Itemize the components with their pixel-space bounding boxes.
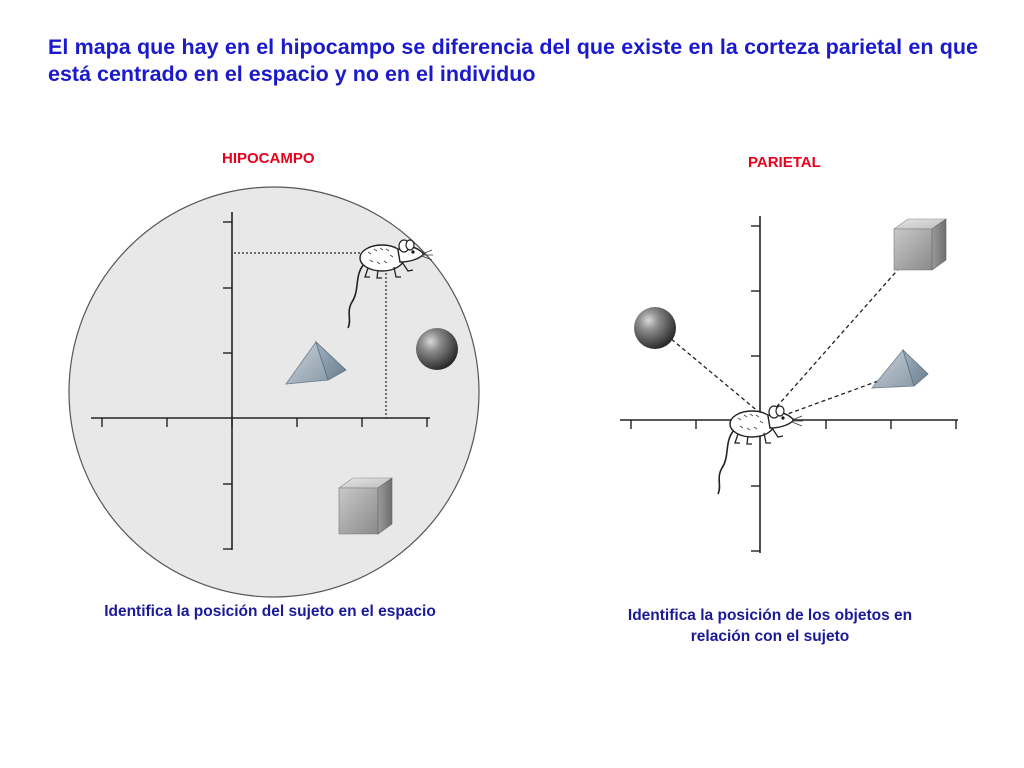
parietal-title: PARIETAL: [748, 154, 821, 171]
rat-object-lines: [670, 256, 910, 418]
sphere-icon: [634, 307, 676, 349]
parietal-caption-line1: Identifica la posición de los objetos en: [627, 607, 913, 624]
hippocampus-title: HIPOCAMPO: [222, 150, 315, 167]
cube-icon: [894, 219, 946, 270]
hippocampus-caption: Identifica la posición del sujeto en el espacio: [104, 603, 436, 620]
slide-headline: El mapa que hay en el hipocampo se diferencia del que existe en la corteza parietal en que está centrado en el espacio y no en el individuo: [48, 35, 978, 86]
sphere-icon: [416, 328, 458, 370]
parietal-panel: [620, 216, 958, 553]
parietal-caption-line2: relación con el sujeto: [690, 628, 850, 645]
parietal-y-ticks: [751, 226, 760, 551]
hippocampus-panel: [69, 187, 479, 597]
parietal-caption: [580, 605, 960, 647]
cube-icon: [339, 478, 392, 534]
pyramid-icon: [872, 350, 928, 388]
